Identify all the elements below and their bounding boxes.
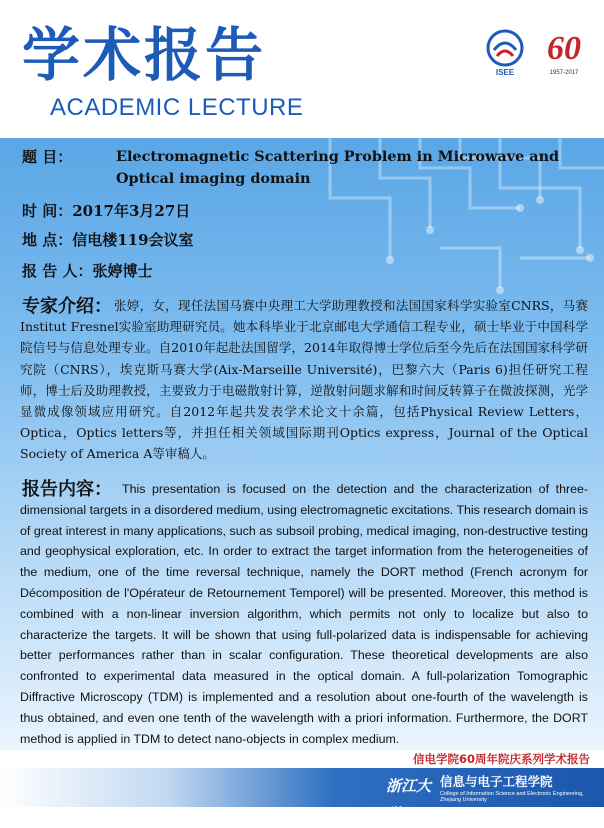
anniversary-logo-years: 1957-2017 — [549, 70, 579, 76]
place-value: 信电楼119会议室 — [72, 231, 194, 249]
place-label: 地 点： — [22, 231, 73, 249]
series-label: 信电学院60周年院庆系列学术报告 — [412, 752, 590, 766]
poster-header — [0, 0, 604, 138]
topic-value: Electromagnetic Scattering Problem in Microwave and Optical imaging domain — [116, 148, 560, 187]
speaker-label: 报 告 人： — [22, 262, 93, 280]
place-row — [22, 229, 194, 251]
zju-logo-icon: 浙江大学 — [386, 777, 432, 823]
header-logos — [480, 28, 592, 84]
anniversary-logo-number: 60 — [547, 30, 581, 67]
anniversary-logo-icon — [536, 28, 592, 84]
poster-title-en: ACADEMIC LECTURE — [50, 94, 304, 121]
time-label: 时 间： — [22, 202, 73, 220]
abstract-section-title: 报告内容： — [22, 479, 112, 500]
isee-logo-text: ISEE — [495, 68, 515, 77]
isee-logo-icon — [480, 28, 530, 80]
bio-section-title: 专家介绍： — [22, 296, 112, 317]
school-name-en: College of Information Science and Electronic Engineering, Zhejiang University — [440, 791, 584, 803]
abstract-text: This presentation is focused on the detection and the characterization of three-dimensional targets in a disordered medium, using electromagnetic excitations. This research domain is of great interest in many applications, such as subsoil probing, medical imaging, non-destructive testing and geophysical exploration, etc. In order to extract the target information from the heterogeneities of the medium, one of the time reversal technique, namely the DORT method (French acronym for Décomposition de l'Opérateur de Retournement Temporel) will be presented. Moreover, this method is combined with a non-linear inversion algorithm, which permits not only to localize but also to characterize the targets. It will be shown that using full-polarized data is indispensable for achieving better performances rather than in scalar configuration. These theoretical developments are also confronted to experimental data measured in the optical domain. A full-polarization Tomographic Diffractive Microscopy (TDM) is implemented and a resolution about one-fourth of the wavelength is thus obtained, and even one tenth of the wavelength with a priori information. Furthermore, the DORT method is applied in TDM to detect nano-objects in complex medium. — [20, 482, 588, 746]
poster-title-cn: 学术报告 — [22, 21, 267, 89]
school-name: 信息与电子工程学院 — [440, 774, 553, 789]
speaker-value: 张婷博士 — [92, 262, 153, 280]
time-row — [22, 200, 190, 222]
bio-text: 张婷，女，现任法国马赛中央理工大学助理教授和法国国家科学实验室CNRS，马赛Institut Fresnel实验室助理研究员。她本科毕业于北京邮电大学通信工程专业，硕士毕业于中国科学院信号与信息处理专业。自2010年起赴法国留学，2014年取得博士学位后至今先后在法国国家科学研究院（CNRS），埃克斯马赛大学(Aix-Marseille Université)，巴黎六大（Paris 6)担任研究工程师，博士后及助理教授，主要致力于电磁散射计算，逆散射问题求解和时间反转算子在微波探测，光学显微成像领域应用研究。自2012年起共发表学术论文十余篇，包括Physical Review Letters， Optica，Optics letters等，并担任相关领域国际期刊Optics express，Journal of the Optical Society of America A等审稿人。 — [20, 298, 588, 462]
topic-label: 题 目： — [22, 148, 73, 166]
time-value: 2017年3月27日 — [72, 202, 191, 220]
topic-row — [22, 146, 560, 187]
speaker-row — [22, 260, 152, 282]
